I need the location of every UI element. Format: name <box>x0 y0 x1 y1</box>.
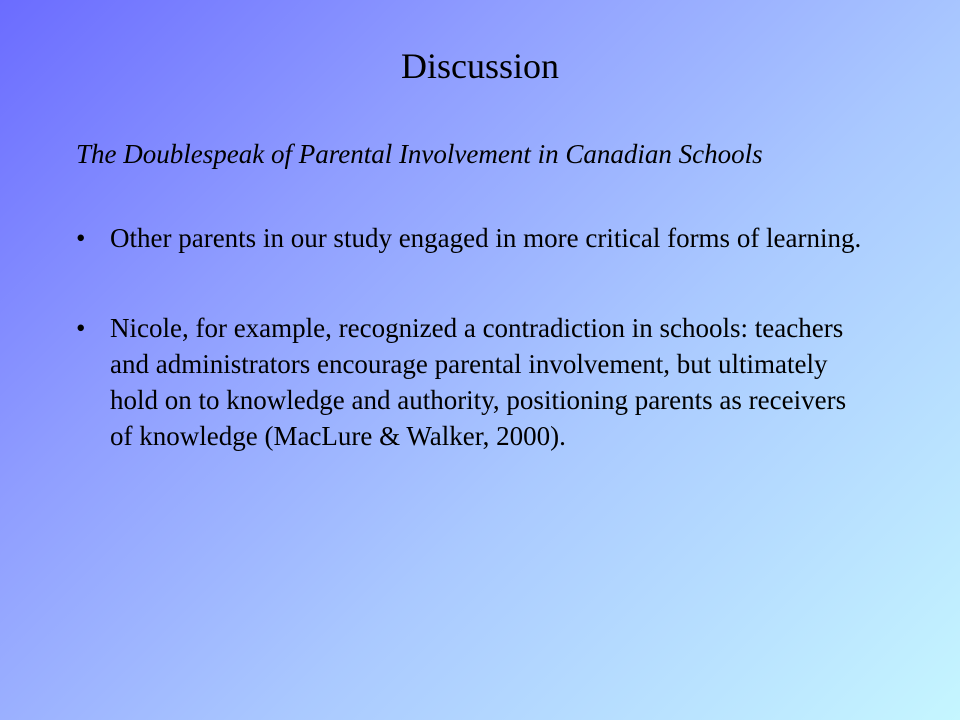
bullet-list <box>76 220 866 454</box>
bullet-text: Other parents in our study engaged in more critical forms of learning. <box>110 223 862 253</box>
slide-title: Discussion <box>400 46 559 86</box>
bullet-item <box>76 220 866 256</box>
slide-subtitle: The Doublespeak of Parental Involvement in Canadian Schools <box>76 139 763 169</box>
bullet-icon: • <box>76 313 86 343</box>
bullet-icon: • <box>76 223 86 253</box>
bullet-text: Nicole, for example, recognized a contradiction in schools: teachers and administrators encourage parental involvement, but ultimately hold on to knowledge and authority, positioning parents as receivers of knowledge (MacLure & Walker, 2000). <box>110 313 847 451</box>
bullet-item <box>76 310 866 454</box>
